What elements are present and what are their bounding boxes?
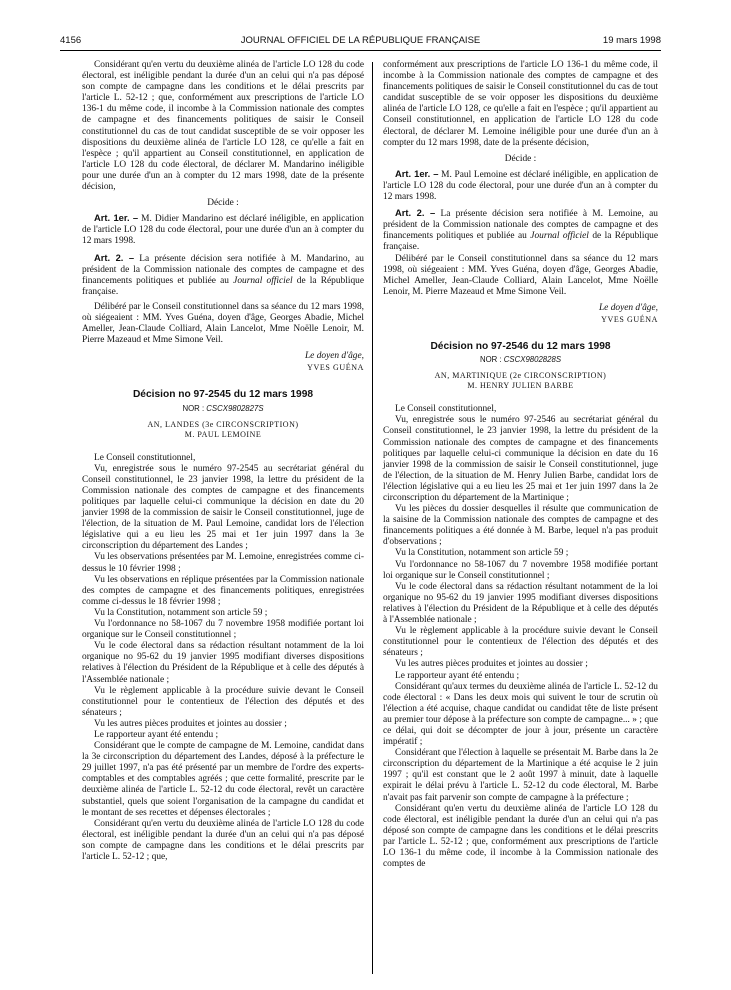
article-text: La présente décision sera notifiée à M. Mandarino, au président de la Commission nationale des comptes de campagne et des financements politiques et publiée au <box>82 253 364 286</box>
article-1 <box>383 168 658 203</box>
considerant-paragraph: Considérant qu'en vertu du deuxième alinéa de l'article LO 128 du code électoral, est inéligible pendant la durée d'un an celui qui n'a pas déposé son compte de campagne dans les conditions et le délai prescrits par l'article L. 52-12 ; que, conformément aux prescriptions de l'article LO 136-1 du même code, il incombe à la Commission nationale des comptes de <box>383 803 658 870</box>
considerant-paragraph: conformément aux prescriptions de l'article LO 136-1 du même code, il incombe à la Commission nationale des comptes de campagne et des financements politiques de saisir le Conseil constitutionnel du cas de tout candidat susceptible de se voir opposer les dispositions du deuxième alinéa de l'article LO 128, ce qu'elle a fait en l'espèce ; qu'il appartient au Conseil constitutionnel, en application de l'article LO 128 du code électoral, de déclarer M. Lemoine inéligible pour une durée d'un an à compter du 12 mars 1998, date de la présente décision, <box>383 60 658 148</box>
article-text: de la République française. <box>82 275 364 297</box>
visa-paragraph: Vu la Constitution, notamment son article 59 ; <box>94 607 268 618</box>
visa-paragraph: Vu, enregistrée sous le numéro 97-2546 au secrétariat général du Conseil constitutionnel, le 23 janvier 1998, la lettre du président de la Commission nationale des comptes de campagne et des financements politiques par laquelle celui-ci communique la décision en date du 16 janvier 1998 de la commission de saisir le Conseil constitutionnel, juge de l'élection, de la situation de M. Henry Julien Barbe, candidat lors de l'élection législative qui a eu lieu les 25 mai et 1er juin 1997 dans la 2e circonscription du département de la Martinique ; <box>383 415 658 503</box>
visa-paragraph: Vu les pièces du dossier desquelles il résulte que communication de la saisine de la Commission nationale des comptes de campagne et des financements politiques a été donnée à M. Barbe, lequel n'a pas produit d'observations ; <box>383 504 658 548</box>
intro-line: Le Conseil constitutionnel, <box>94 452 196 463</box>
decide-heading: Décide : <box>207 198 239 209</box>
article-text: M. Didier Mandarino est déclaré inéligible, en application de l'article LO 128 du code électoral, pour une durée d'un an à compter du 12 mars 1998. <box>82 214 364 247</box>
visa-paragraph: Vu les autres pièces produites et jointes au dossier ; <box>94 718 287 729</box>
decision-title: Décision no 97-2545 du 12 mars 1998 <box>132 389 314 401</box>
header-rule <box>60 50 661 51</box>
decision-title: Décision no 97-2546 du 12 mars 1998 <box>430 341 611 353</box>
deliberation-paragraph: Délibéré par le Conseil constitutionnel dans sa séance du 12 mars 1998, où siégeaient : MM. Yves Guéna, doyen d'âge, Georges Abadie, Michel Ameller, Jean-Claude Colliard, Alain Lancelot, Mme Noëlle Lenoir, M. Pierre Mazeaud et Mme Simone Veil. <box>82 301 364 346</box>
visa-paragraph: Vu les autres pièces produites et jointes au dossier ; <box>395 659 588 670</box>
article-text: de la République française. <box>383 231 659 253</box>
article-label: Art. 2. – <box>395 207 436 219</box>
right-column <box>383 60 658 870</box>
considerant-paragraph: Considérant qu'en vertu du deuxième alinéa de l'article LO 128 du code électoral, est inéligible pendant la durée d'un an celui qui n'a pas déposé son compte de campagne dans les conditions et le délai prescrits par l'article L. 52-12 ; que, <box>82 818 364 862</box>
visa-paragraph: Vu les observations présentées par M. Lemoine, enregistrées comme ci-dessus le 10 février 1998 ; <box>82 552 364 574</box>
visa-paragraph: Vu le code électoral dans sa rédaction résultant notamment de la loi organique no 95-62 du 19 janvier 1995 modifiant diverses dispositions relatives à l'élection du Président de la République et à celle des députés à l'Assemblée nationale ; <box>82 641 364 685</box>
article-2 <box>383 207 658 253</box>
journal-reference: Journal officiel <box>530 231 589 242</box>
intro-line: Le Conseil constitutionnel, <box>395 404 497 415</box>
nor-reference <box>383 354 658 365</box>
page-header <box>60 35 661 49</box>
journal-reference: Journal officiel <box>233 275 293 286</box>
visa-paragraph: Vu le règlement applicable à la procédure suivie devant le Conseil constitutionnel pour le contentieux de l'élection des députés et des sénateurs ; <box>383 626 658 659</box>
considerant-paragraph: Considérant qu'en vertu du deuxième alinéa de l'article LO 128 du code électoral, est inéligible pendant la durée d'un an celui qui n'a pas déposé son compte de campagne dans les conditions et le délai prescrits par l'article L. 52-12 ; que, conformément aux prescriptions de l'article LO 136-1 du même code, il incombe à la Commission nationale des comptes de campagne et des financements politiques de saisir le Conseil constitutionnel du cas de tout candidat susceptible de se voir opposer les dispositions du deuxième alinéa de l'article LO 128, ce qu'elle a fait en l'espèce ; qu'il appartient au Conseil constitutionnel, en application de l'article LO 128 du code électoral, de déclarer M. Mandarino inéligible pour une durée d'un an à compter du 12 mars 1998, date de la présente décision, <box>82 60 364 193</box>
visa-paragraph: Vu, enregistrée sous le numéro 97-2545 au secrétariat général du Conseil constitutionnel, le 23 janvier 1998, la lettre du président de la Commission nationale des comptes de campagne et des financements politiques par laquelle celui-ci communique la décision en date du 20 janvier 1998 de la commission de saisir le Conseil constitutionnel, juge de l'élection, de la situation de M. Paul Lemoine, candidat lors de l'élection législative qui a eu lieu les 25 mai et 1er juin 1997 dans la 3e circonscription du département des Landes ; <box>82 463 364 552</box>
circonscription-heading <box>383 371 658 391</box>
circonscription: AN, MARTINIQUE (2e CIRCONSCRIPTION) <box>434 371 607 381</box>
article-text: La présente décision sera notifiée à M. Lemoine, au président de la Commission nationale des comptes de campagne et des financements politiques et publiée au <box>383 209 658 242</box>
signature-title: Le doyen d'âge, <box>304 351 364 362</box>
article-label: Art. 2. – <box>94 251 135 263</box>
signature-title: Le doyen d'âge, <box>598 302 658 313</box>
signature-name: YVES GUÉNA <box>307 363 364 373</box>
visa-paragraph: Vu le code électoral dans sa rédaction résultant notamment de la loi organique no 95-62 du 19 janvier 1995 modifiant diverses dispositions relatives à l'élection du Président de la République et à celle des députés à l'Assemblée nationale ; <box>383 581 658 626</box>
article-label: Art. 1er. – <box>94 212 139 224</box>
decide-heading: Décide : <box>504 153 537 164</box>
considerant-paragraph: Considérant que l'élection à laquelle se présentait M. Barbe dans la 2e circonscription du département de la Martinique a été acquise le 2 juin 1997 ; qu'il est constant que le 2 août 1997 à minuit, date à laquelle expirait le délai prévu à l'article L. 52-12 du code électoral, M. Barbe n'avait pas fait parvenir son compte de campagne à la préfecture ; <box>383 748 658 803</box>
issue-date: 19 mars 1998 <box>602 35 661 46</box>
nor-label: NOR : <box>182 403 207 413</box>
circonscription-heading <box>82 420 364 440</box>
visa-paragraph: Vu le règlement applicable à la procédure suivie devant le Conseil constitutionnel pour le contentieux de l'élection des députés et des sénateurs ; <box>82 685 364 718</box>
nor-label: NOR : <box>479 355 504 365</box>
signature-name: YVES GUÉNA <box>601 314 658 324</box>
visa-paragraph: Vu les observations en réplique présentées par la Commission nationale des comptes de campagne et des financements politiques, enregistrées comme ci-dessus le 18 février 1998 ; <box>82 574 364 607</box>
candidate-name: M. HENRY JULIEN BARBE <box>467 381 574 391</box>
candidate-name: M. PAUL LEMOINE <box>184 429 262 439</box>
visa-paragraph: Le rapporteur ayant été entendu ; <box>395 670 520 681</box>
visa-paragraph: Vu la Constitution, notamment son article 59 ; <box>395 548 569 559</box>
nor-code: CSCX9802827S <box>206 403 264 413</box>
deliberation-paragraph: Délibéré par le Conseil constitutionnel dans sa séance du 12 mars 1998, où siégeaient : MM. Yves Guéna, doyen d'âge, Georges Abadie, Michel Ameller, Jean-Claude Colliard, Alain Lancelot, Mme Noëlle Lenoir, M. Pierre Mazeaud et Mme Simone Veil. <box>383 253 658 297</box>
considerant-paragraph: Considérant que le compte de campagne de M. Lemoine, candidat dans la 3e circonscription du département des Landes, déposé à la préfecture le 29 juillet 1997, n'a pas été présenté par un membre de l'ordre des experts-comptables et des comptables agréés ; que cette formalité, prescrite par le deuxième alinéa de l'article L. 52-12 du code électoral, revêt un caractère substantiel, quels que soient l'organisation de la campagne du candidat et le montant de ses recettes et dépenses électorales ; <box>82 741 364 818</box>
article-text: M. Paul Lemoine est déclaré inéligible, en application de l'article LO 128 du code électoral, pour une durée d'un an à compter du 12 mars 1998. <box>383 169 658 203</box>
visa-paragraph: Vu l'ordonnance no 58-1067 du 7 novembre 1958 modifiée portant loi organique sur le Conseil constitutionnel ; <box>383 559 658 581</box>
considerant-paragraph: Considérant qu'aux termes du deuxième alinéa de l'article L. 52-12 du code électoral : « Dans les deux mois qui suivent le tour de scrutin où l'élection a été acquise, chaque candidat ou candidat tête de liste présent au premier tour dépose à la préfecture son compte de campagne... » ; que ce délai, qui doit se décompter de jour à jour, présente un caractère impératif ; <box>383 681 658 748</box>
circonscription: AN, LANDES (3e CIRCONSCRIPTION) <box>147 419 299 429</box>
article-1 <box>82 212 364 247</box>
page-number: 4156 <box>60 35 82 46</box>
journal-title: JOURNAL OFFICIEL DE LA RÉPUBLIQUE FRANÇAISE <box>240 35 481 46</box>
visa-paragraph: Le rapporteur ayant été entendu ; <box>94 729 219 740</box>
article-2 <box>82 252 364 298</box>
nor-reference <box>82 403 364 414</box>
article-label: Art. 1er. – <box>395 167 439 179</box>
left-column <box>82 60 364 863</box>
column-divider <box>372 62 373 974</box>
visa-paragraph: Vu l'ordonnance no 58-1067 du 7 novembre 1958 modifiée portant loi organique sur le Conseil constitutionnel ; <box>82 619 364 641</box>
nor-code: CSCX9802828S <box>503 355 562 365</box>
